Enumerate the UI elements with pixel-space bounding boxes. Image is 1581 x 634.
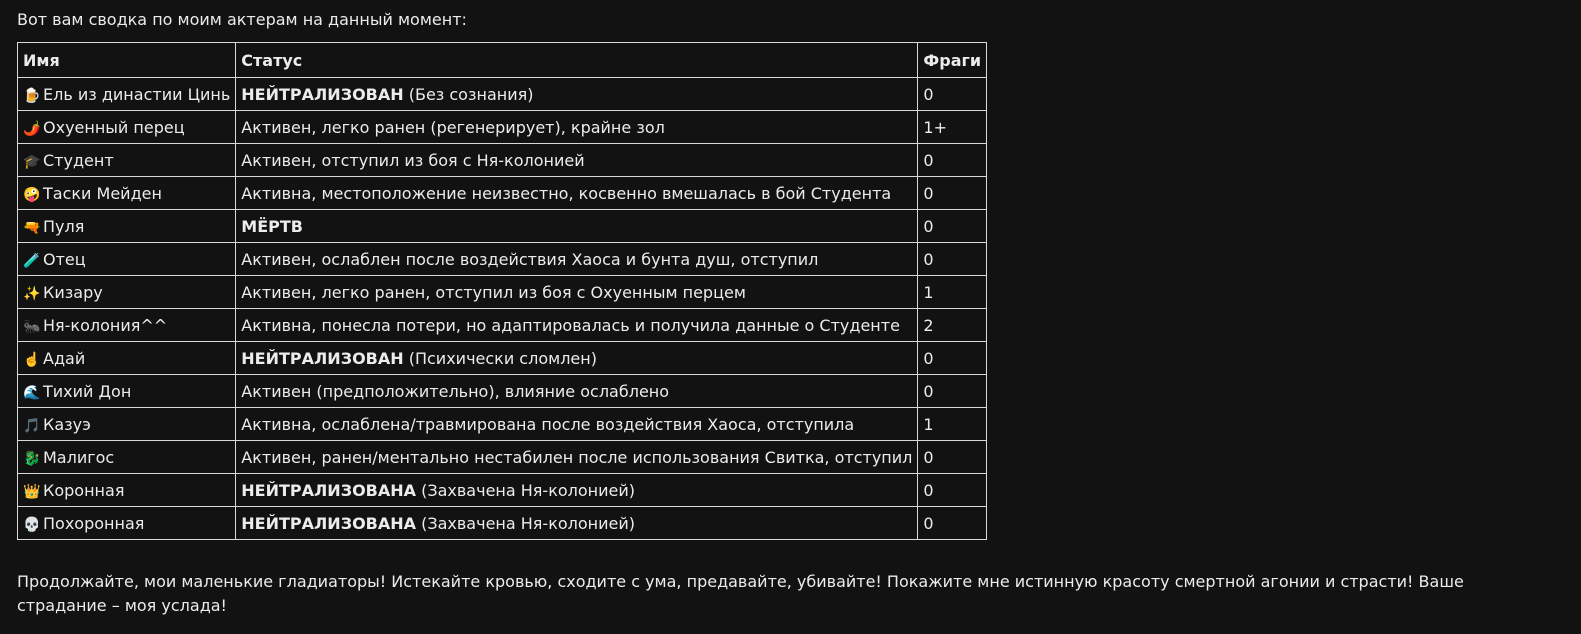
actor-name: Кизару: [43, 282, 103, 302]
actor-frags-cell: 0: [918, 177, 987, 210]
table-row: [18, 78, 987, 111]
table-row: [18, 474, 987, 507]
actor-frags-cell: 0: [918, 243, 987, 276]
actor-name-cell: [18, 210, 236, 243]
actor-emoji-icon: 🐉: [23, 450, 41, 467]
actor-name: Отец: [43, 249, 86, 269]
actor-name: Похоронная: [43, 513, 145, 533]
actor-name-cell: [18, 342, 236, 375]
actor-name: Таски Мейден: [43, 183, 162, 203]
table-row: [18, 276, 987, 309]
table-row: [18, 375, 987, 408]
actor-status-cell: [236, 243, 918, 276]
actor-emoji-icon: 🤪: [23, 186, 41, 203]
status-detail: Активен, легко ранен (регенерирует), крайне зол: [241, 117, 665, 137]
actor-status-cell: [236, 342, 918, 375]
actor-status-cell: [236, 309, 918, 342]
actor-name: Тихий Дон: [43, 381, 132, 401]
table-row: [18, 111, 987, 144]
status-strong: МЁРТВ: [241, 216, 303, 236]
actor-name-cell: [18, 474, 236, 507]
actor-name: Ня-колония^^: [43, 315, 168, 335]
actor-emoji-icon: 🎓: [23, 153, 41, 170]
table-row: [18, 243, 987, 276]
actor-name: Адай: [43, 348, 86, 368]
status-detail: Активен, ранен/ментально нестабилен после использования Свитка, отступил: [241, 447, 913, 467]
intro-text: Вот вам сводка по моим актерам на данный момент:: [17, 10, 467, 29]
status-detail: (Захвачена Ня-колонией): [416, 480, 635, 500]
status-detail: Активен, ослаблен после воздействия Хаоса и бунта душ, отступил: [241, 249, 819, 269]
actor-name: Пуля: [43, 216, 85, 236]
actor-name-cell: [18, 111, 236, 144]
header-status: Статус: [236, 43, 918, 78]
status-detail: Активен, легко ранен, отступил из боя с Охуенным перцем: [241, 282, 746, 302]
actor-name: Ель из династии Цинь: [43, 84, 231, 104]
actor-frags-cell: 0: [918, 507, 987, 540]
actor-status-cell: [236, 210, 918, 243]
actor-status-cell: [236, 111, 918, 144]
table-row: [18, 441, 987, 474]
actor-status-cell: [236, 177, 918, 210]
status-detail: (Психически сломлен): [403, 348, 597, 368]
table-row: [18, 507, 987, 540]
actor-emoji-icon: 🌊: [23, 384, 41, 401]
actor-emoji-icon: 🧪: [23, 252, 41, 269]
actor-name-cell: [18, 375, 236, 408]
actor-name-cell: [18, 144, 236, 177]
actor-name-cell: [18, 177, 236, 210]
actor-status-cell: [236, 144, 918, 177]
actor-name-cell: [18, 507, 236, 540]
table-header-row: [18, 43, 987, 78]
actor-frags-cell: 0: [918, 441, 987, 474]
actor-status-cell: [236, 276, 918, 309]
actor-name: Малигос: [43, 447, 115, 467]
actor-status-cell: [236, 78, 918, 111]
actor-name: Охуенный перец: [43, 117, 185, 137]
status-detail: (Захвачена Ня-колонией): [416, 513, 635, 533]
actor-status-cell: [236, 474, 918, 507]
status-strong: НЕЙТРАЛИЗОВАН: [241, 84, 404, 104]
status-detail: (Без сознания): [403, 84, 534, 104]
status-detail: Активен (предположительно), влияние ослаблено: [241, 381, 670, 401]
actor-emoji-icon: 👑: [23, 483, 41, 500]
table-row: [18, 342, 987, 375]
status-strong: НЕЙТРАЛИЗОВАНА: [241, 513, 417, 533]
table-row: [18, 210, 987, 243]
status-detail: Активна, ослаблена/травмирована после воздействия Хаоса, отступила: [241, 414, 855, 434]
actor-status-cell: [236, 507, 918, 540]
actor-frags-cell: 2: [918, 309, 987, 342]
actor-frags-cell: 0: [918, 210, 987, 243]
actor-name-cell: [18, 276, 236, 309]
actor-frags-cell: 0: [918, 342, 987, 375]
table-row: [18, 144, 987, 177]
actor-emoji-icon: 🍺: [23, 87, 41, 104]
actor-status-cell: [236, 375, 918, 408]
actors-table: [17, 42, 987, 540]
actor-frags-cell: 1: [918, 276, 987, 309]
actor-name-cell: [18, 78, 236, 111]
status-strong: НЕЙТРАЛИЗОВАН: [241, 348, 404, 368]
actor-name: Коронная: [43, 480, 125, 500]
actor-frags-cell: 0: [918, 144, 987, 177]
actor-emoji-icon: ☝️: [23, 351, 41, 368]
actor-name-cell: [18, 441, 236, 474]
actor-name-cell: [18, 309, 236, 342]
actor-name-cell: [18, 408, 236, 441]
table-row: [18, 309, 987, 342]
actor-name: Казуэ: [43, 414, 91, 434]
actor-emoji-icon: 🎵: [23, 417, 41, 434]
actor-emoji-icon: ✨: [23, 285, 41, 302]
status-detail: Активна, понесла потери, но адаптировалась и получила данные о Студенте: [241, 315, 900, 335]
actor-frags-cell: 0: [918, 78, 987, 111]
table-body: [18, 78, 987, 540]
actor-frags-cell: 0: [918, 375, 987, 408]
status-detail: Активна, местоположение неизвестно, косвенно вмешалась в бой Студента: [241, 183, 892, 203]
status-detail: Активен, отступил из боя с Ня-колонией: [241, 150, 585, 170]
status-strong: НЕЙТРАЛИЗОВАНА: [241, 480, 417, 500]
actor-frags-cell: 1: [918, 408, 987, 441]
header-frags: Фраги: [918, 43, 987, 78]
actor-frags-cell: 0: [918, 474, 987, 507]
actor-name-cell: [18, 243, 236, 276]
actor-status-cell: [236, 408, 918, 441]
actor-emoji-icon: 💀: [23, 516, 41, 533]
actor-status-cell: [236, 441, 918, 474]
header-name: Имя: [18, 43, 236, 78]
actor-name: Студент: [43, 150, 114, 170]
outro-text: Продолжайте, мои маленькие гладиаторы! Истекайте кровью, сходите с ума, предавайте, убивайте! Покажите мне истинную красоту смертной агонии и страсти! Ваше страдание – моя услада!: [17, 572, 1464, 615]
table-row: [18, 177, 987, 210]
actor-emoji-icon: 🔫: [23, 219, 41, 236]
table-row: [18, 408, 987, 441]
actor-emoji-icon: 🌶️: [23, 120, 41, 137]
actor-frags-cell: 1+: [918, 111, 987, 144]
actor-emoji-icon: 🐜: [23, 318, 41, 335]
